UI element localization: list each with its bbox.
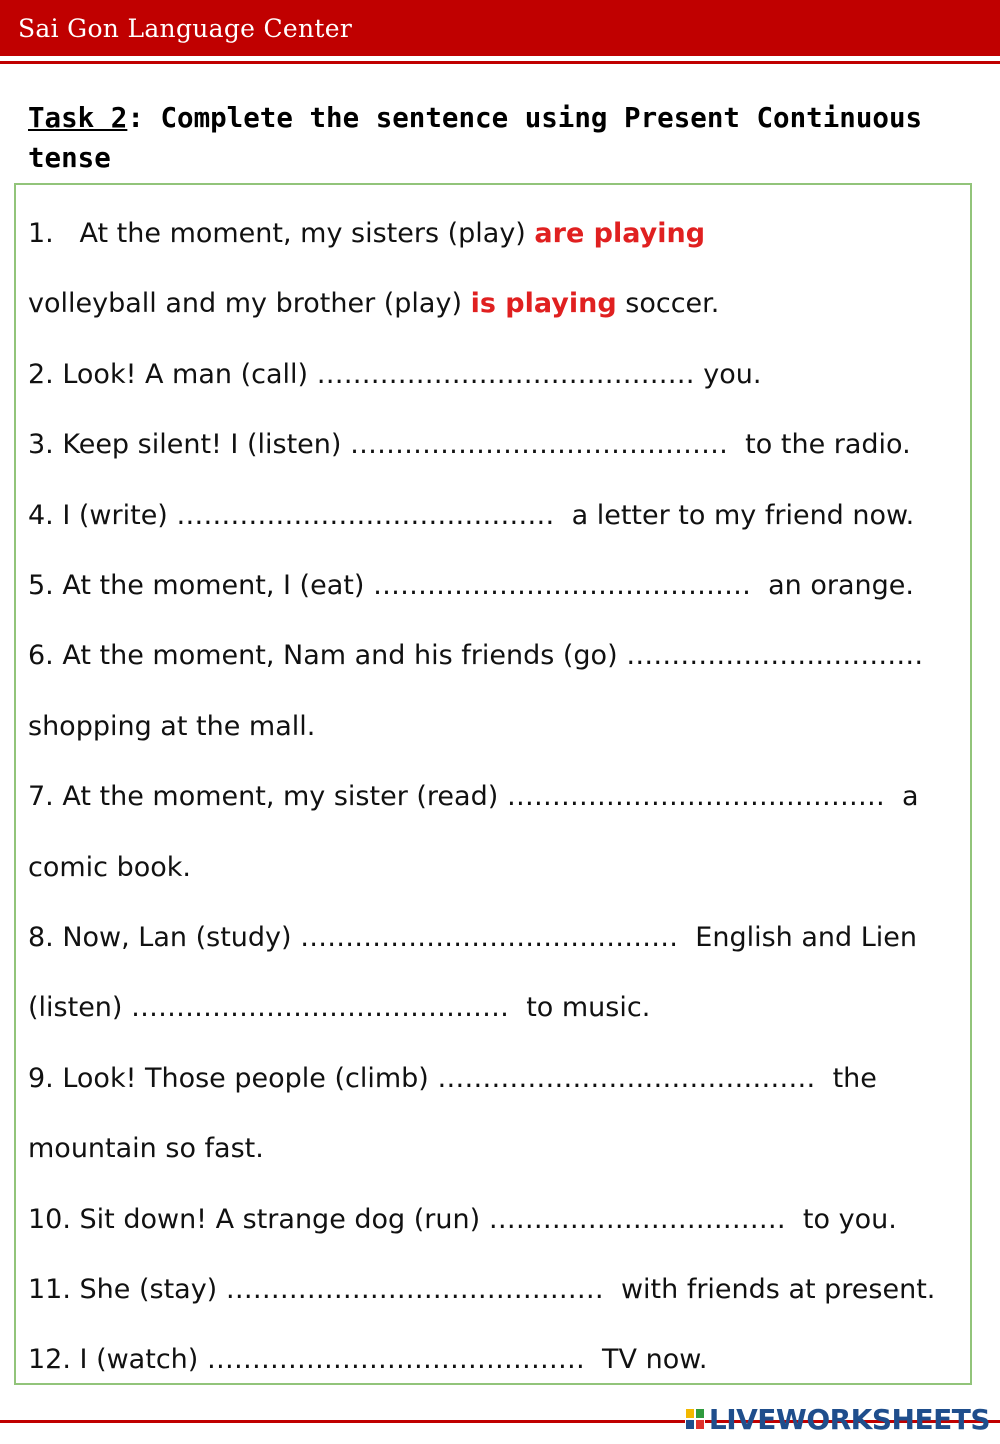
sentence-text: 1. At the moment, my sisters (play) [28, 218, 535, 249]
answer-blank[interactable]: …………………………………… [176, 499, 555, 531]
filled-answer: is playing [470, 288, 617, 320]
exercise-line [28, 199, 978, 269]
exercise-line [28, 340, 978, 410]
answer-blank[interactable]: …………………………………… [316, 358, 695, 390]
sentence-text: 5. At the moment, I (eat) [28, 570, 373, 601]
exercise-line [28, 973, 978, 1043]
sentence-text: 6. At the moment, Nam and his friends (go) [28, 640, 627, 672]
sentence-text: mountain so fast. [28, 1133, 264, 1165]
answer-blank[interactable]: …………………………………… [350, 429, 729, 461]
exercise-line [28, 481, 978, 551]
task-heading [28, 98, 968, 178]
exercise-line [28, 1185, 978, 1255]
answer-blank[interactable]: …………………………………… [300, 922, 679, 953]
sentence-text: the [815, 1062, 877, 1094]
logo-square-3 [685, 1419, 695, 1430]
sentence-text: to music. [509, 992, 651, 1024]
exercise-line [28, 833, 978, 903]
sentence-text: (listen) [28, 992, 132, 1024]
sentence-text: soccer. [616, 288, 720, 320]
task-label: Task 2 [28, 102, 128, 134]
sentence-text: shopping at the mall. [28, 710, 316, 742]
sentence-text: a letter to my friend now. [554, 499, 915, 531]
sentence-text: 11. She (stay) [28, 1274, 226, 1305]
exercise-line [28, 903, 978, 973]
sentence-text: 3. Keep silent! I (listen) [28, 429, 351, 461]
answer-blank[interactable]: …………………………………… [372, 570, 751, 601]
logo-square-4 [695, 1419, 705, 1430]
answer-blank[interactable]: …………………………………… [225, 1274, 604, 1305]
sentence-text: English and Lien [678, 922, 918, 953]
logo-text: LIVEWORKSHEETS [708, 1402, 990, 1436]
exercise-line [28, 762, 978, 832]
sentence-text: 2. Look! A man (call) [28, 358, 317, 390]
sentence-text: 4. I (write) [28, 499, 177, 531]
exercise-line [28, 410, 978, 480]
sentence-text: to you. [785, 1203, 897, 1235]
exercise-line [28, 692, 978, 762]
sentence-text: 7. At the moment, my sister (read) [28, 781, 507, 813]
exercise-line [28, 269, 978, 339]
sentence-text: comic book. [28, 851, 191, 883]
exercise-line [28, 621, 978, 691]
task-instruction: : Complete the sentence using Present Continuous tense [28, 102, 923, 174]
answer-blank[interactable]: …………………………………… [131, 992, 510, 1024]
exercise-line [28, 1044, 978, 1114]
header-divider [0, 61, 1000, 64]
sentence-text: 8. Now, Lan (study) [28, 922, 301, 953]
answer-blank[interactable]: …………………………………… [206, 1344, 585, 1376]
filled-answer: are playing [534, 218, 706, 249]
sentence-text: TV now. [584, 1344, 708, 1376]
exercise-line [28, 551, 978, 621]
sentence-text: you. [694, 358, 762, 390]
sentence-text: a [884, 781, 919, 813]
header-bar [0, 0, 1000, 56]
logo-square-2 [695, 1408, 705, 1419]
sentence-text: to the radio. [728, 429, 911, 461]
sentence-text: volleyball and my brother (play) [28, 288, 471, 320]
answer-blank[interactable]: …………………………………… [437, 1062, 816, 1094]
sentence-text: with friends at present. [603, 1274, 936, 1305]
answer-blank[interactable]: …………………………………… [506, 781, 885, 813]
answer-blank[interactable]: …………………………… [488, 1203, 786, 1235]
sentence-text: an orange. [750, 570, 914, 601]
liveworksheets-logo [685, 1401, 990, 1437]
logo-icon [685, 1408, 705, 1430]
sentence-text: 9. Look! Those people (climb) [28, 1062, 438, 1094]
sentence-text: 12. I (watch) [28, 1344, 207, 1376]
exercise-line [28, 1114, 978, 1184]
center-name: Sai Gon Language Center [18, 14, 353, 43]
exercise-line [28, 1325, 978, 1395]
sentence-text: 10. Sit down! A strange dog (run) [28, 1203, 489, 1235]
answer-blank[interactable]: …………………………… [626, 640, 924, 672]
exercise-line [28, 1255, 978, 1325]
logo-square-1 [685, 1408, 695, 1419]
